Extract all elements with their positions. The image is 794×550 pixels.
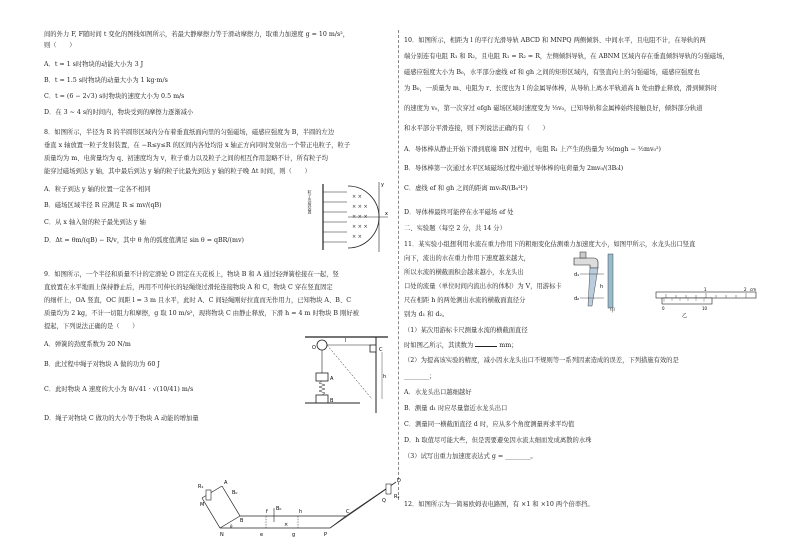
q10-stem-line: 磁感应强度大小为 B₀，水平部分虚线 ef 和 gh 之间的矩形区域内，有竖直向上的匀强磁场，磁感应强度也 — [404, 69, 700, 76]
column-divider — [398, 30, 399, 500]
question-12: 12．如图所示为一简易欧姆表电路图，有 ×1 和 ×10 两个倍率挡。 — [404, 501, 594, 508]
q11-figure-yi — [652, 286, 764, 318]
label-B0-slope: B₀ — [232, 490, 238, 496]
faucet-handle-icon — [580, 252, 586, 258]
svg-text:× ×: × × — [352, 194, 362, 200]
q11-stem-line: 向下，流出的水在重力作用下速度越来越大， — [404, 255, 530, 262]
label-N: N — [220, 532, 224, 538]
block-C — [370, 345, 376, 352]
q11-option-c: C．测量同一横截面直径 d 时，应从多个角度测量再求平均值 — [404, 421, 575, 428]
pulley — [317, 340, 327, 350]
q9-stem-line: 提起，下列说法正确的是（ ） — [44, 323, 139, 330]
q10-stem-line: 和水平部分平滑连接，则下列说法正确的有（ ） — [404, 125, 549, 132]
q9-stem-line: 9．如图所示，一个半径和质量不计的定滑轮 O 固定在天花板上，物块 B 和 A 通过轻弹簧栓接在一起，竖 — [44, 271, 339, 278]
q11-option-a: A．水龙头出口越细越好 — [404, 389, 472, 396]
unit-cm: cm — [750, 287, 757, 292]
q10-stem-line: 端分别连有电阻 R₁ 和 R₂，且电阻 R₁ = R₂ = R，左侧倾斜导轨，在 ABNM 区域内存在垂直倾斜导轨的匀强磁场， — [404, 53, 729, 60]
q8-stem-line: 8．如图所示，半径为 R 的半圆形区域内分布着垂直纸面向里的匀强磁场，磁感应强度为 B，半圆的左边 — [44, 129, 335, 136]
svg-text:× ×: × × — [352, 234, 362, 240]
q8-stem-line: 垂直 x 轴放置一粒子发射装置，在 −R≤y≤R 的区间内各处均沿 x 轴正方向同时发射出一个带正电粒子，粒子 — [44, 142, 351, 149]
x-axis-label: x — [385, 211, 388, 217]
q9-option-a: A．弹簧的劲度系数为 20 N/m — [44, 341, 131, 348]
vernier-zero: 0 — [662, 306, 665, 311]
q11-stem-line: 口处的流量（单位时间内流出水的体积）为 V，用游标卡 — [404, 283, 562, 290]
q10-stem-line: 的速度为 v₀，第一次穿过 efgh 磁场区域时速度变为 ⅓v₀，已知导轨和金属棒始终接触良好，倾斜部分轨道 — [404, 105, 703, 112]
q10-stem-line: 为 B₀，一质量为 m、电阻为 r、长度也为 l 的金属导体棒，从导轨上离水平轨道高 h 处由静止释放，滑到倾斜时 — [404, 85, 718, 92]
q8-stem-line: 质量均为 m、电荷量均为 q、初速度均为 v，粒子重力以及粒子之间的相互作用忽略不计，所有粒子均 — [44, 155, 329, 162]
label-g: g — [292, 532, 296, 538]
section-heading: 二、实验题（每空 2 分，共 14 分） — [404, 225, 506, 232]
q8-figure — [307, 176, 390, 256]
q10-option-b: B．导体棒第一次通过水平区域磁场过程中通过导体棒的电荷量为 2mv₀/(3B₀l) — [404, 165, 624, 172]
q11-option-d: D．h 取值尽可能大些，但是需要避免因水流太细而发成离散的水珠 — [404, 437, 592, 444]
q9-option-c: C．此时物块 A 速度的大小为 8/√41 · √(10/41) m/s — [44, 386, 194, 393]
q11-stem-line: 11．某实验小组想利用水流在重力作用下的粗细变化估测重力加速度大小，如图甲所示，水龙头出口竖直 — [404, 241, 696, 248]
vernier-scale[interactable] — [662, 298, 712, 304]
q11-part1-line: （1）某次用游标卡尺测量水流的横截面直径 — [404, 327, 528, 334]
label-B0-flat: B₀ — [276, 506, 282, 512]
label-Q: Q — [382, 498, 386, 504]
label-B: B — [240, 518, 244, 524]
label-P: P — [324, 532, 328, 538]
q8-option-a: A．粒子到达 y 轴的位置一定各不相同 — [44, 186, 151, 193]
answer-blank-formula[interactable]: ________。 — [505, 453, 537, 460]
q11-part3-text: （3）试写出重力加速度表达式 g = — [404, 453, 504, 460]
spring — [319, 381, 325, 395]
tick-label-1: 1 — [704, 287, 707, 292]
q11-option-b: B．测量 d₁ 时应尽量靠近水龙头出口 — [404, 405, 508, 412]
label-d2: d₂ — [574, 296, 580, 302]
cross-mark: × — [284, 522, 289, 528]
q9-stem-line: 直放置在水平地面上保持静止后，再用不可伸长的轻绳绕过滑轮连接物块 A 和 C，物块 C 穿在竖直固定 — [44, 284, 333, 291]
rail-outline — [202, 482, 396, 528]
resistor-R2 — [386, 484, 391, 494]
q7-option-c: C．t = (6 − 2√3) s时物块的速度大小为 0.5 m/s — [44, 93, 185, 100]
q10-stem-line: 10．如图所示，相距为 l 的平行光滑导轨 ABCD 和 MNPQ 两侧倾斜、中间水平，且电阻不计，在导轨的两 — [404, 37, 706, 44]
label-A: A — [224, 480, 228, 486]
svg-text:× × ×: × × × — [352, 204, 368, 210]
q7-option-b: B．t = 1.5 s时物块的动量大小为 1 kg·m/s — [44, 77, 168, 84]
svg-text:× × ×: × × × — [352, 224, 368, 230]
label-h: h — [600, 284, 604, 290]
block-B — [316, 395, 328, 403]
label-C: C — [346, 509, 350, 515]
svg-text:× × ×: × × × — [352, 214, 368, 220]
q11-part1-text: 时如图乙所示，其读数为 — [404, 342, 474, 349]
y-axis-label: y — [381, 182, 384, 188]
q9-option-b: B．此过程中绳子对物块 A 做的功为 60 J — [44, 361, 160, 368]
label-h: h — [383, 374, 387, 380]
label-d1: d₁ — [574, 272, 580, 278]
label-h: h — [299, 509, 303, 515]
vernier-ten: 10 — [702, 306, 708, 311]
label-jia: 甲 — [610, 308, 616, 314]
q8-stem-line: 能穿过磁场到达 y 轴，其中最后到达 y 轴的粒子比最先到达 y 轴的粒子晚 Δt 时间，则（ ） — [44, 168, 311, 175]
resistor-R1 — [206, 490, 211, 500]
q10-figure — [196, 478, 410, 548]
q10-option-a: A．导体棒从静止开始下滑到底端 BN 过程中，电阻 R₁ 上产生的热量为 ⅓(mgh − ½mv₀²) — [404, 146, 662, 153]
emitter-arrows — [323, 192, 347, 242]
q7-line: 间的外力 F, F随时间 t 变化的图线如图所示，若最大静摩擦力等于滑动摩擦力，取重力加速度 g = 10 m/s²， — [44, 31, 350, 38]
q9-figure — [300, 333, 390, 415]
q11-part3-line — [404, 452, 537, 462]
q7-line: 则（ ） — [44, 42, 76, 49]
label-f: f — [266, 509, 268, 515]
q8-option-c: C．从 x 轴入射的粒子最先到达 y 轴 — [44, 219, 146, 226]
label-R1: R₁ — [198, 484, 204, 490]
q9-option-d: D．绳子对物块 C 做功的大小等于物块 A 动能的增加量 — [44, 415, 199, 422]
answer-blank-measures[interactable]: ________； — [404, 373, 436, 380]
q8-option-b: B．磁场区域半径 R 应满足 R ≤ mv/(qB) — [44, 202, 162, 209]
emitter-label: 粒子发射装置 — [307, 190, 313, 214]
q9-stem-line: 质量均为 2 kg，不计一切阻力和摩擦，g 取 10 m/s²，现将物块 C 由静止释放，下滑 h = 4 m 时物块 B 刚好被 — [44, 310, 359, 317]
q11-part1-unit: mm； — [499, 342, 518, 349]
answer-blank-reading[interactable] — [475, 340, 497, 347]
label-D: D — [397, 478, 401, 484]
label-theta: θ — [230, 524, 233, 529]
q11-stem-line: 别为 d₁ 和 d₂。 — [404, 311, 449, 318]
label-B: B — [330, 398, 334, 404]
water-stream — [588, 268, 598, 306]
label-e: e — [260, 532, 264, 538]
faucet-icon — [574, 258, 598, 268]
q7-option-a: A．t = 1 s时物块的动能大小为 3 J — [44, 61, 144, 68]
q11-stem-line: 尺在相距 h 的两处测出水流的横截面直径分 — [404, 297, 526, 304]
label-O: O — [312, 345, 316, 351]
q11-part2-line: （2）为提高该实验的精度，减小因水龙头出口不规则等一系列因素造成的误差，下列措施有效的是 — [404, 357, 679, 364]
label-l: l — [345, 338, 347, 344]
q7-option-d: D．在 3 ~ 4 s的时间内，物块受到的摩擦力逐渐减小 — [44, 109, 194, 116]
q11-part1-line — [404, 340, 518, 351]
label-A: A — [330, 376, 334, 382]
q10-option-d: D．导体棒最终可能停在水平磁场 ef 处 — [404, 209, 514, 216]
left-column — [44, 0, 391, 550]
q9-stem-line: 的细杆上，OA 竖直，OC 间距 l = 3 m 且水平，此时 A、C 间轻绳刚好拉直而无作用力，已知物块 A、B、C — [44, 297, 352, 304]
label-R2: R₂ — [394, 494, 400, 500]
falling-water — [608, 254, 613, 308]
q11-stem-line: 所以水流的横截面积会越来越小，水龙头出 — [404, 269, 524, 276]
label-yi: 乙 — [682, 313, 688, 319]
tick-label-2: 2 — [744, 287, 747, 292]
q8-option-d: D．Δt = θm/(qB) − R/v，其中 θ 角的弧度值满足 sin θ = qBR/(mv) — [44, 237, 244, 244]
label-M: M — [200, 502, 205, 508]
q11-figure-jia — [570, 248, 650, 312]
block-A — [316, 373, 328, 381]
rope-final — [327, 345, 372, 399]
q10-option-c: C．虚线 ef 和 gh 之间的距离 mv₀R/(B₀²l²) — [404, 185, 528, 192]
label-C: C — [379, 347, 383, 353]
